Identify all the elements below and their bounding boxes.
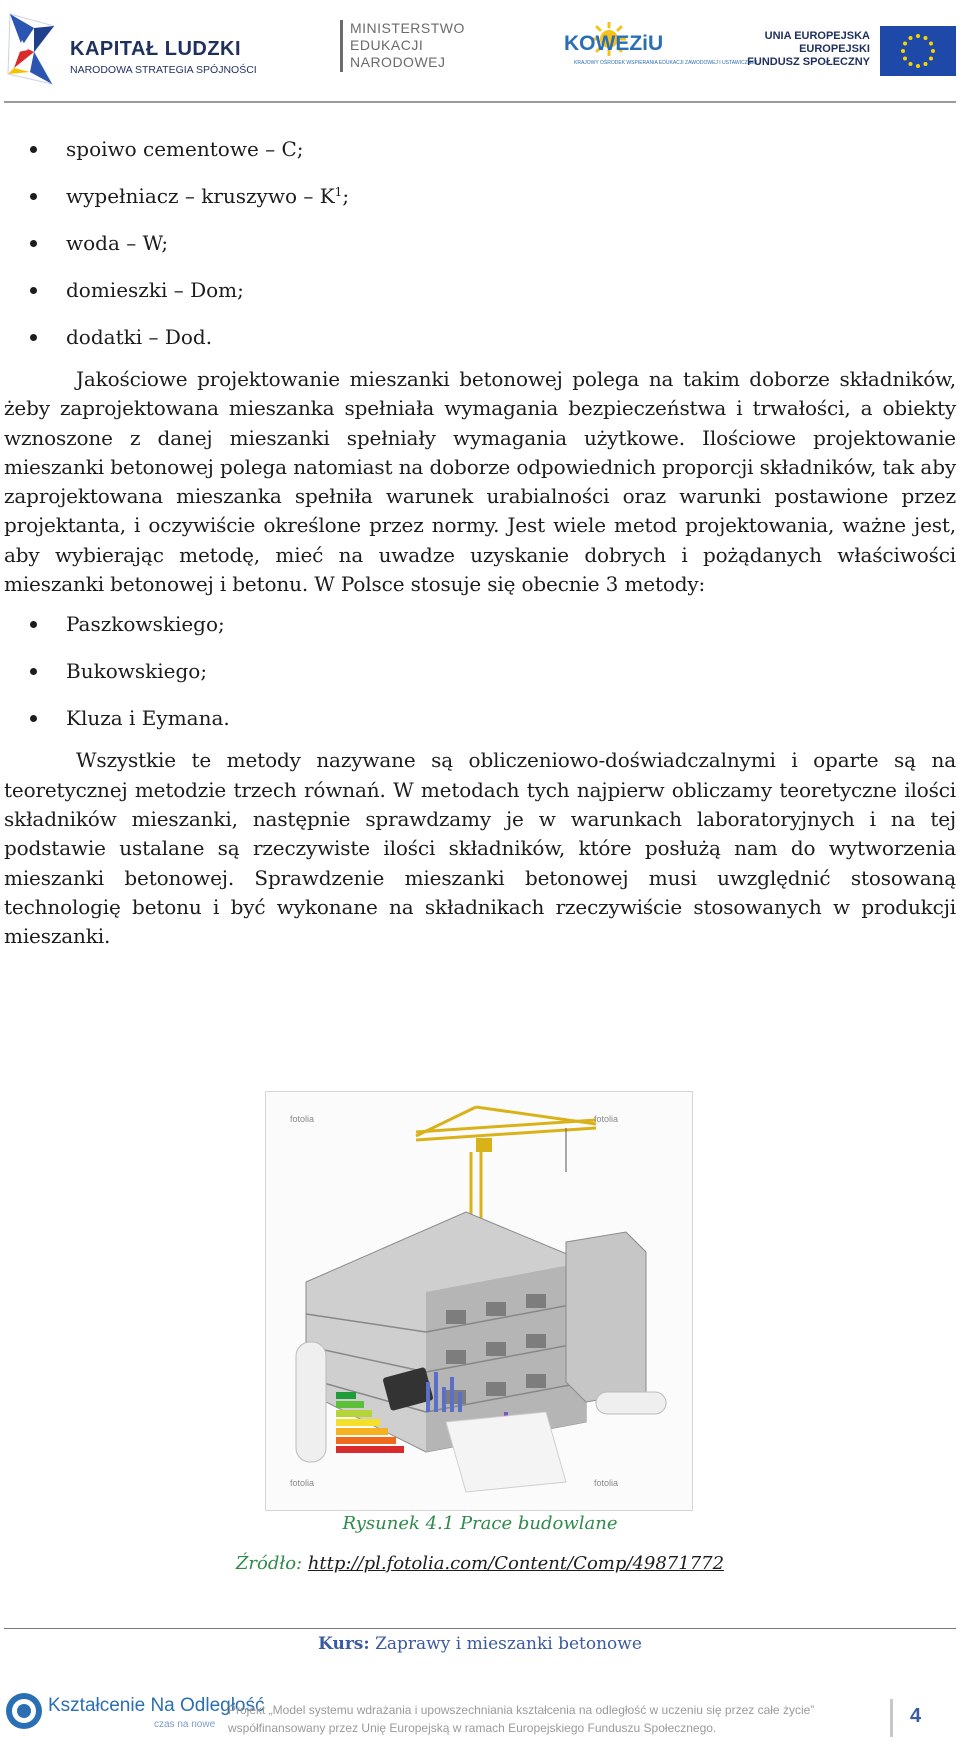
koweziu-name: KOWEZiU (564, 32, 664, 55)
ksz-logo-text: Kształcenie Na Odległość (48, 1695, 265, 1716)
list-item-text: domieszki – Dom; (66, 278, 244, 302)
bullet-icon (30, 287, 37, 294)
footer-divider (4, 1628, 956, 1629)
eu-flag-icon (880, 26, 956, 76)
list-item-text: woda – W; (66, 231, 169, 255)
course-name: Zaprawy i mieszanki betonowe (369, 1634, 642, 1654)
eu-line-1: UNIA EUROPEJSKA (764, 30, 870, 42)
koweziu-logo (562, 22, 758, 74)
ksz-logo-subtitle: czas na nowe (154, 1719, 216, 1730)
project-note (228, 1701, 814, 1737)
ministry-logo (340, 20, 480, 76)
list-item (4, 326, 956, 373)
ksz-logo-icon (4, 1691, 44, 1731)
ministry-line-1: MINISTERSTWO (350, 20, 465, 36)
kapital-ludzki-logo (4, 8, 257, 90)
bullet-icon (30, 621, 37, 628)
list-item-text: wypełniacz – kruszywo – K (66, 184, 335, 208)
ministry-line-3: NARODOWEJ (350, 54, 446, 70)
page-footer (4, 1685, 956, 1745)
kapital-ludzki-star-icon (4, 12, 58, 88)
watermark: fotolia (290, 1114, 315, 1124)
ministry-line-2: EDUKACJI (350, 37, 424, 53)
footnote-marker[interactable]: 1 (334, 185, 343, 199)
paragraph-design: Jakościowe projektowanie mieszanki betonowej polega na takim doborze składników, żeby zaprojektowana mieszanka spełniała wymagania bezpieczeństwa i trwałości, a obiekty wznoszone z danej mieszanki spełniały wymagania użytkowe. Ilościowe projektowanie mieszanki betonowej polega natomiast na doborze odpowiednich proporcji składników, tak aby zaprojektowana mieszanka spełniła warunek urabialności oraz warunki postawione przez projektanta, i oczywiście określone przez normy. Jest wiele metod projektowania, ważne jest, aby wybierając metodę, mieć na uwadze uzyskanie dobrych i pożądanych właściwości mieszanki betonowej i betonu. W Polsce stosuje się obecnie 3 metody: (4, 367, 956, 597)
eu-logo (747, 26, 956, 76)
list-item (4, 185, 956, 232)
source-link[interactable]: http://pl.fotolia.com/Content/Comp/49871772 (307, 1553, 725, 1574)
kapital-ludzki-subtitle: NARODOWA STRATEGIA SPÓJNOŚCI (70, 64, 257, 76)
list-item (4, 232, 956, 279)
list-item (4, 279, 956, 326)
bullet-icon (30, 146, 37, 153)
list-item-text: Bukowskiego; (66, 659, 208, 684)
watermark: fotolia (290, 1478, 315, 1488)
figure-caption: Rysunek 4.1 Prace budowlane (342, 1513, 618, 1534)
project-line-2: współfinansowany przez Unię Europejską w ramach Europejskiego Funduszu Społecznego. (228, 1721, 717, 1735)
list-item-text: spoiwo cementowe – C; (66, 137, 304, 161)
ingredients-list (4, 138, 956, 373)
figure-source (0, 1553, 960, 1574)
list-item (4, 613, 956, 660)
footer-vertical-divider (890, 1699, 893, 1737)
ministry-bar (340, 20, 343, 72)
list-item-text: dodatki – Dod. (66, 325, 213, 349)
page-number: 4 (910, 1705, 922, 1727)
course-title (0, 1634, 960, 1654)
kapital-ludzki-title: KAPITAŁ LUDZKI (70, 38, 242, 60)
bullet-icon (30, 193, 37, 200)
bullet-icon (30, 240, 37, 247)
source-label: Źródło: (235, 1553, 308, 1574)
construction-illustration (266, 1092, 692, 1510)
course-label: Kurs: (318, 1634, 370, 1654)
list-item (4, 707, 956, 754)
project-line-1: Projekt „Model systemu wdrażania i upowszechniania kształcenia na odległość w uczeniu się przez całe życie” (228, 1703, 815, 1717)
koweziu-subtitle: KRAJOWY OŚRODEK WSPIERANIA EDUKACJI ZAWODOWEJ I USTAWICZNEJ (574, 60, 758, 66)
list-item-suffix: ; (342, 184, 350, 208)
list-item (4, 138, 956, 185)
bullet-icon (30, 668, 37, 675)
eu-line-3: FUNDUSZ SPOŁECZNY (747, 56, 870, 68)
header-divider (4, 101, 956, 103)
bullet-icon (30, 334, 37, 341)
bullet-icon (30, 715, 37, 722)
list-item-text: Kluza i Eymana. (66, 706, 230, 731)
page-header (0, 0, 960, 104)
list-item (4, 660, 956, 707)
document-body (4, 138, 956, 951)
eu-line-2: EUROPEJSKI (799, 43, 870, 55)
watermark: fotolia (594, 1478, 619, 1488)
watermark: fotolia (594, 1114, 619, 1124)
list-item-text: Paszkowskiego; (66, 612, 225, 637)
methods-list (4, 613, 956, 754)
eu-text (747, 30, 870, 69)
paragraph-methods: Wszystkie te metody nazywane są obliczeniowo-doświadczalnymi i oparte są na teoretycznej metodzie trzech równań. W metodach tych najpierw obliczamy teoretyczne ilości składników mieszanki, następnie sprawdzamy je w warunkach laboratoryjnych i na tej podstawie ustalane są rzeczywiste ilości składników, które posłużą nam do wytworzenia mieszanki betonowej. Sprawdzenie mieszanki betonowej musi uwzględnić stosowaną technologię betonu i być wykonane na składnikach rzeczywiście stosowanych w produkcji mieszanki. (4, 748, 956, 949)
construction-figure (265, 1091, 693, 1511)
